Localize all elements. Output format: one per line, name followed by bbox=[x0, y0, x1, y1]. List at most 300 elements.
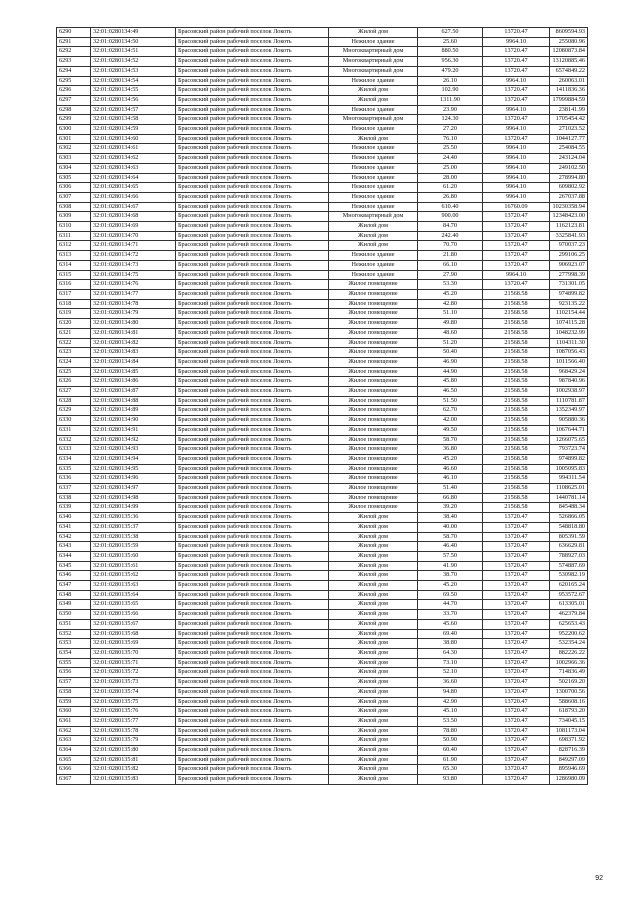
cell-row-number: 6292 bbox=[57, 47, 91, 57]
cell-address: Брасовский район рабочий поселок Локоть bbox=[176, 144, 329, 154]
table-row bbox=[57, 542, 588, 552]
table-row bbox=[57, 551, 588, 561]
cell-area: 66.80 bbox=[418, 493, 483, 503]
cell-object-type: Жилое помещение bbox=[329, 435, 418, 445]
cell-row-number: 6319 bbox=[57, 309, 91, 319]
cell-row-number: 6294 bbox=[57, 66, 91, 76]
cell-cadastral-value: 502169.20 bbox=[550, 678, 588, 688]
cell-row-number: 6311 bbox=[57, 231, 91, 241]
cell-row-number: 6302 bbox=[57, 144, 91, 154]
cell-cadastral-number: 32:01:0280134:68 bbox=[91, 212, 176, 222]
cell-row-number: 6321 bbox=[57, 328, 91, 338]
cell-cadastral-value: 8609594.93 bbox=[550, 28, 588, 38]
cell-row-number: 6306 bbox=[57, 183, 91, 193]
cell-address: Брасовский район рабочий поселок Локоть bbox=[176, 319, 329, 329]
cell-object-type: Многоквартирный дом bbox=[329, 66, 418, 76]
cell-specific-value: 13720.47 bbox=[483, 231, 550, 241]
cell-object-type: Жилое помещение bbox=[329, 396, 418, 406]
cell-row-number: 6308 bbox=[57, 202, 91, 212]
table-row bbox=[57, 571, 588, 581]
table-row bbox=[57, 513, 588, 523]
cell-address: Брасовский район рабочий поселок Локоть bbox=[176, 28, 329, 38]
cell-object-type: Многоквартирный дом bbox=[329, 47, 418, 57]
cell-row-number: 6354 bbox=[57, 649, 91, 659]
cell-area: 50.40 bbox=[418, 348, 483, 358]
cell-cadastral-number: 32:01:0280135:74 bbox=[91, 687, 176, 697]
cell-row-number: 6315 bbox=[57, 270, 91, 280]
table-row bbox=[57, 668, 588, 678]
cell-cadastral-value: 1286980.09 bbox=[550, 775, 588, 785]
table-row bbox=[57, 503, 588, 513]
cell-address: Брасовский район рабочий поселок Локоть bbox=[176, 736, 329, 746]
table-row bbox=[57, 144, 588, 154]
table-row bbox=[57, 416, 588, 426]
cell-area: 42.00 bbox=[418, 416, 483, 426]
cell-object-type: Жилой дом bbox=[329, 222, 418, 232]
cell-cadastral-number: 32:01:0280135:67 bbox=[91, 619, 176, 629]
cell-cadastral-value: 12348423.00 bbox=[550, 212, 588, 222]
cell-address: Брасовский район рабочий поселок Локоть bbox=[176, 425, 329, 435]
cell-cadastral-number: 32:01:0280134:93 bbox=[91, 445, 176, 455]
cell-specific-value: 16760.09 bbox=[483, 202, 550, 212]
cell-cadastral-number: 32:01:0280134:50 bbox=[91, 37, 176, 47]
cell-object-type: Жилое помещение bbox=[329, 484, 418, 494]
cell-object-type: Жилое помещение bbox=[329, 474, 418, 484]
table-row bbox=[57, 532, 588, 542]
cell-row-number: 6291 bbox=[57, 37, 91, 47]
cell-cadastral-value: 828716.39 bbox=[550, 746, 588, 756]
cell-cadastral-value: 895946.69 bbox=[550, 765, 588, 775]
cell-specific-value: 21568.58 bbox=[483, 396, 550, 406]
table-row bbox=[57, 241, 588, 251]
cell-address: Брасовский район рабочий поселок Локоть bbox=[176, 678, 329, 688]
cell-object-type: Жилой дом bbox=[329, 542, 418, 552]
cell-cadastral-number: 32:01:0280134:54 bbox=[91, 76, 176, 86]
cell-row-number: 6337 bbox=[57, 484, 91, 494]
cell-cadastral-value: 1104311.30 bbox=[550, 338, 588, 348]
table-row bbox=[57, 134, 588, 144]
table-row bbox=[57, 251, 588, 261]
cell-specific-value: 9964.10 bbox=[483, 125, 550, 135]
cell-cadastral-number: 32:01:0280134:98 bbox=[91, 493, 176, 503]
cell-cadastral-number: 32:01:0280135:62 bbox=[91, 571, 176, 581]
cell-cadastral-value: 970037.23 bbox=[550, 241, 588, 251]
cell-cadastral-value: 994311.54 bbox=[550, 474, 588, 484]
cell-area: 57.50 bbox=[418, 551, 483, 561]
cell-object-type: Жилое помещение bbox=[329, 328, 418, 338]
cell-specific-value: 21568.58 bbox=[483, 484, 550, 494]
cell-row-number: 6290 bbox=[57, 28, 91, 38]
cell-cadastral-number: 32:01:0280134:81 bbox=[91, 328, 176, 338]
cell-row-number: 6309 bbox=[57, 212, 91, 222]
cell-object-type: Нежилое здание bbox=[329, 154, 418, 164]
table-row bbox=[57, 222, 588, 232]
cell-specific-value: 21568.58 bbox=[483, 367, 550, 377]
cell-specific-value: 21568.58 bbox=[483, 319, 550, 329]
cell-cadastral-value: 249102.50 bbox=[550, 163, 588, 173]
cell-cadastral-number: 32:01:0280135:73 bbox=[91, 678, 176, 688]
table-row bbox=[57, 28, 588, 38]
cell-address: Брасовский район рабочий поселок Локоть bbox=[176, 251, 329, 261]
cell-cadastral-value: 278994.80 bbox=[550, 173, 588, 183]
cell-row-number: 6312 bbox=[57, 241, 91, 251]
cell-row-number: 6314 bbox=[57, 260, 91, 270]
cell-address: Брасовский район рабочий поселок Локоть bbox=[176, 474, 329, 484]
table-row bbox=[57, 57, 588, 67]
cell-area: 42.90 bbox=[418, 697, 483, 707]
cell-cadastral-number: 32:01:0280134:51 bbox=[91, 47, 176, 57]
cell-cadastral-value: 1048232.99 bbox=[550, 328, 588, 338]
cell-row-number: 6367 bbox=[57, 775, 91, 785]
cell-address: Брасовский район рабочий поселок Локоть bbox=[176, 328, 329, 338]
cell-cadastral-value: 1162123.81 bbox=[550, 222, 588, 232]
cell-cadastral-value: 574887.69 bbox=[550, 561, 588, 571]
cell-cadastral-number: 32:01:0280135:75 bbox=[91, 697, 176, 707]
table-row bbox=[57, 37, 588, 47]
cell-address: Брасовский район рабочий поселок Локоть bbox=[176, 484, 329, 494]
cell-specific-value: 13720.47 bbox=[483, 66, 550, 76]
cell-address: Брасовский район рабочий поселок Локоть bbox=[176, 532, 329, 542]
cell-row-number: 6298 bbox=[57, 105, 91, 115]
cell-cadastral-value: 548818.80 bbox=[550, 522, 588, 532]
cell-row-number: 6342 bbox=[57, 532, 91, 542]
cell-object-type: Нежилое здание bbox=[329, 251, 418, 261]
cell-object-type: Многоквартирный дом bbox=[329, 115, 418, 125]
cell-cadastral-number: 32:01:0280134:91 bbox=[91, 425, 176, 435]
cell-address: Брасовский район рабочий поселок Локоть bbox=[176, 493, 329, 503]
cell-object-type: Жилое помещение bbox=[329, 377, 418, 387]
cell-object-type: Жилое помещение bbox=[329, 338, 418, 348]
cell-area: 28.00 bbox=[418, 173, 483, 183]
cell-specific-value: 13720.47 bbox=[483, 610, 550, 620]
cell-area: 242.40 bbox=[418, 231, 483, 241]
cell-cadastral-value: 1074115.28 bbox=[550, 319, 588, 329]
table-row bbox=[57, 212, 588, 222]
cell-address: Брасовский район рабочий поселок Локоть bbox=[176, 231, 329, 241]
cell-object-type: Нежилое здание bbox=[329, 76, 418, 86]
cell-address: Брасовский район рабочий поселок Локоть bbox=[176, 707, 329, 717]
cell-row-number: 6299 bbox=[57, 115, 91, 125]
cell-area: 33.70 bbox=[418, 610, 483, 620]
cell-area: 51.20 bbox=[418, 338, 483, 348]
cell-address: Брасовский район рабочий поселок Локоть bbox=[176, 173, 329, 183]
cell-address: Брасовский район рабочий поселок Локоть bbox=[176, 183, 329, 193]
cell-area: 27.20 bbox=[418, 125, 483, 135]
table-row bbox=[57, 319, 588, 329]
cell-specific-value: 21568.58 bbox=[483, 348, 550, 358]
table-row bbox=[57, 678, 588, 688]
table-row bbox=[57, 338, 588, 348]
cell-address: Брасовский район рабочий поселок Локоть bbox=[176, 377, 329, 387]
cell-cadastral-number: 32:01:0280134:87 bbox=[91, 387, 176, 397]
cell-area: 58.70 bbox=[418, 435, 483, 445]
cell-cadastral-value: 462379.84 bbox=[550, 610, 588, 620]
cell-row-number: 6335 bbox=[57, 464, 91, 474]
cell-object-type: Жилое помещение bbox=[329, 357, 418, 367]
cell-object-type: Жилой дом bbox=[329, 716, 418, 726]
cell-area: 45.20 bbox=[418, 289, 483, 299]
cell-row-number: 6340 bbox=[57, 513, 91, 523]
cell-cadastral-value: 1108625.01 bbox=[550, 484, 588, 494]
cell-area: 49.80 bbox=[418, 319, 483, 329]
table-row bbox=[57, 658, 588, 668]
cell-specific-value: 21568.58 bbox=[483, 299, 550, 309]
cell-object-type: Жилой дом bbox=[329, 678, 418, 688]
cell-area: 78.80 bbox=[418, 726, 483, 736]
cell-area: 880.50 bbox=[418, 47, 483, 57]
cell-object-type: Многоквартирный дом bbox=[329, 212, 418, 222]
cell-cadastral-number: 32:01:0280134:65 bbox=[91, 183, 176, 193]
cell-cadastral-value: 271023.52 bbox=[550, 125, 588, 135]
cell-address: Брасовский район рабочий поселок Локоть bbox=[176, 726, 329, 736]
cell-object-type: Жилой дом bbox=[329, 600, 418, 610]
table-row bbox=[57, 309, 588, 319]
cell-object-type: Жилое помещение bbox=[329, 309, 418, 319]
cell-object-type: Нежилое здание bbox=[329, 105, 418, 115]
cell-cadastral-value: 731301.05 bbox=[550, 280, 588, 290]
table-row bbox=[57, 183, 588, 193]
cell-area: 94.80 bbox=[418, 687, 483, 697]
cell-row-number: 6349 bbox=[57, 600, 91, 610]
cell-area: 36.80 bbox=[418, 445, 483, 455]
cell-row-number: 6304 bbox=[57, 163, 91, 173]
cell-cadastral-value: 238141.99 bbox=[550, 105, 588, 115]
cell-address: Брасовский район рабочий поселок Локоть bbox=[176, 464, 329, 474]
cell-object-type: Жилой дом bbox=[329, 28, 418, 38]
cell-object-type: Жилое помещение bbox=[329, 503, 418, 513]
cell-specific-value: 13720.47 bbox=[483, 522, 550, 532]
cell-row-number: 6364 bbox=[57, 746, 91, 756]
cell-cadastral-number: 32:01:0280135:69 bbox=[91, 639, 176, 649]
cell-address: Брасовский район рабочий поселок Локоть bbox=[176, 260, 329, 270]
cell-cadastral-value: 1044127.77 bbox=[550, 134, 588, 144]
cell-row-number: 6343 bbox=[57, 542, 91, 552]
cell-object-type: Жилой дом bbox=[329, 86, 418, 96]
cell-cadastral-value: 1266075.65 bbox=[550, 435, 588, 445]
cell-area: 45.80 bbox=[418, 377, 483, 387]
cell-specific-value: 13720.47 bbox=[483, 280, 550, 290]
cell-address: Брасовский район рабочий поселок Локоть bbox=[176, 299, 329, 309]
cell-cadastral-number: 32:01:0280134:60 bbox=[91, 134, 176, 144]
cell-specific-value: 13720.47 bbox=[483, 746, 550, 756]
table-row bbox=[57, 202, 588, 212]
cell-address: Брасовский район рабочий поселок Локоть bbox=[176, 590, 329, 600]
cell-area: 62.70 bbox=[418, 406, 483, 416]
cell-row-number: 6356 bbox=[57, 668, 91, 678]
cell-row-number: 6305 bbox=[57, 173, 91, 183]
cell-object-type: Жилой дом bbox=[329, 755, 418, 765]
cell-area: 23.90 bbox=[418, 105, 483, 115]
cell-row-number: 6336 bbox=[57, 474, 91, 484]
cell-specific-value: 21568.58 bbox=[483, 425, 550, 435]
table-row bbox=[57, 86, 588, 96]
cell-row-number: 6352 bbox=[57, 629, 91, 639]
cell-row-number: 6300 bbox=[57, 125, 91, 135]
table-row bbox=[57, 231, 588, 241]
cell-cadastral-number: 32:01:0280134:89 bbox=[91, 406, 176, 416]
table-row bbox=[57, 357, 588, 367]
table-row bbox=[57, 328, 588, 338]
cell-area: 46.60 bbox=[418, 464, 483, 474]
cell-specific-value: 13720.47 bbox=[483, 513, 550, 523]
cell-cadastral-value: 987840.96 bbox=[550, 377, 588, 387]
cell-cadastral-value: 1705454.42 bbox=[550, 115, 588, 125]
table-row bbox=[57, 629, 588, 639]
cell-object-type: Жилой дом bbox=[329, 231, 418, 241]
cell-address: Брасовский район рабочий поселок Локоть bbox=[176, 571, 329, 581]
table-row bbox=[57, 755, 588, 765]
cell-specific-value: 21568.58 bbox=[483, 493, 550, 503]
cell-row-number: 6346 bbox=[57, 571, 91, 581]
cell-specific-value: 21568.58 bbox=[483, 464, 550, 474]
cell-cadastral-number: 32:01:0280134:64 bbox=[91, 173, 176, 183]
cell-object-type: Жилой дом bbox=[329, 134, 418, 144]
cell-specific-value: 13720.47 bbox=[483, 86, 550, 96]
cell-specific-value: 9964.10 bbox=[483, 163, 550, 173]
cell-cadastral-value: 1440781.14 bbox=[550, 493, 588, 503]
cell-row-number: 6317 bbox=[57, 289, 91, 299]
table-row bbox=[57, 716, 588, 726]
cell-object-type: Жилой дом bbox=[329, 707, 418, 717]
cell-cadastral-value: 254084.55 bbox=[550, 144, 588, 154]
cell-cadastral-value: 1081173.04 bbox=[550, 726, 588, 736]
cell-area: 46.90 bbox=[418, 357, 483, 367]
cell-row-number: 6360 bbox=[57, 707, 91, 717]
cell-specific-value: 21568.58 bbox=[483, 309, 550, 319]
table-row bbox=[57, 493, 588, 503]
cell-cadastral-number: 32:01:0280135:78 bbox=[91, 726, 176, 736]
cell-row-number: 6353 bbox=[57, 639, 91, 649]
cell-specific-value: 13720.47 bbox=[483, 775, 550, 785]
table-row bbox=[57, 260, 588, 270]
cell-address: Брасовский район рабочий поселок Локоть bbox=[176, 581, 329, 591]
cell-area: 479.20 bbox=[418, 66, 483, 76]
table-row bbox=[57, 115, 588, 125]
table-row bbox=[57, 289, 588, 299]
cell-specific-value: 21568.58 bbox=[483, 503, 550, 513]
cell-specific-value: 13720.47 bbox=[483, 649, 550, 659]
cell-address: Брасовский район рабочий поселок Локоть bbox=[176, 697, 329, 707]
cell-cadastral-value: 1102154.44 bbox=[550, 309, 588, 319]
cell-row-number: 6326 bbox=[57, 377, 91, 387]
cell-row-number: 6350 bbox=[57, 610, 91, 620]
cell-cadastral-number: 32:01:0280134:66 bbox=[91, 192, 176, 202]
cell-address: Брасовский район рабочий поселок Локоть bbox=[176, 338, 329, 348]
cell-cadastral-number: 32:01:0280134:58 bbox=[91, 115, 176, 125]
cell-cadastral-value: 17999884.59 bbox=[550, 95, 588, 105]
cell-address: Брасовский район рабочий поселок Локоть bbox=[176, 551, 329, 561]
cell-cadastral-value: 13120885.46 bbox=[550, 57, 588, 67]
cell-cadastral-value: 1352349.97 bbox=[550, 406, 588, 416]
cell-object-type: Жилой дом bbox=[329, 726, 418, 736]
cell-object-type: Нежилое здание bbox=[329, 270, 418, 280]
cell-row-number: 6366 bbox=[57, 765, 91, 775]
cell-cadastral-number: 32:01:0280135:70 bbox=[91, 649, 176, 659]
cell-specific-value: 21568.58 bbox=[483, 435, 550, 445]
cell-specific-value: 13720.47 bbox=[483, 736, 550, 746]
table-row bbox=[57, 765, 588, 775]
cell-cadastral-number: 32:01:0280134:75 bbox=[91, 270, 176, 280]
cell-area: 38.40 bbox=[418, 513, 483, 523]
table-row bbox=[57, 377, 588, 387]
cell-specific-value: 13720.47 bbox=[483, 95, 550, 105]
cell-cadastral-number: 32:01:0280134:69 bbox=[91, 222, 176, 232]
cell-object-type: Многоквартирный дом bbox=[329, 57, 418, 67]
cell-specific-value: 13720.47 bbox=[483, 542, 550, 552]
cell-specific-value: 13720.47 bbox=[483, 551, 550, 561]
cell-area: 25.60 bbox=[418, 37, 483, 47]
cell-address: Брасовский район рабочий поселок Локоть bbox=[176, 367, 329, 377]
cell-area: 25.50 bbox=[418, 144, 483, 154]
cell-address: Брасовский район рабочий поселок Локоть bbox=[176, 202, 329, 212]
cell-object-type: Жилой дом bbox=[329, 775, 418, 785]
cell-specific-value: 21568.58 bbox=[483, 454, 550, 464]
cell-area: 84.70 bbox=[418, 222, 483, 232]
table-row bbox=[57, 270, 588, 280]
cell-row-number: 6327 bbox=[57, 387, 91, 397]
cell-cadastral-value: 845488.34 bbox=[550, 503, 588, 513]
cell-row-number: 6334 bbox=[57, 454, 91, 464]
cell-address: Брасовский район рабочий поселок Локоть bbox=[176, 755, 329, 765]
cell-cadastral-value: 1067644.71 bbox=[550, 425, 588, 435]
cell-specific-value: 13720.47 bbox=[483, 571, 550, 581]
cell-row-number: 6357 bbox=[57, 678, 91, 688]
cell-specific-value: 13720.47 bbox=[483, 561, 550, 571]
cell-cadastral-value: 620165.24 bbox=[550, 581, 588, 591]
cell-object-type: Жилое помещение bbox=[329, 493, 418, 503]
cell-cadastral-number: 32:01:0280135:61 bbox=[91, 561, 176, 571]
cell-object-type: Жилой дом bbox=[329, 551, 418, 561]
cell-specific-value: 13720.47 bbox=[483, 619, 550, 629]
cell-cadastral-value: 974899.82 bbox=[550, 289, 588, 299]
cell-specific-value: 13720.47 bbox=[483, 260, 550, 270]
table-row bbox=[57, 154, 588, 164]
cell-area: 46.10 bbox=[418, 474, 483, 484]
table-row bbox=[57, 47, 588, 57]
cell-address: Брасовский район рабочий поселок Локоть bbox=[176, 76, 329, 86]
cell-address: Брасовский район рабочий поселок Локоть bbox=[176, 86, 329, 96]
cell-cadastral-number: 32:01:0280135:36 bbox=[91, 513, 176, 523]
cell-specific-value: 13720.47 bbox=[483, 28, 550, 38]
cell-address: Брасовский район рабочий поселок Локоть bbox=[176, 610, 329, 620]
cell-area: 50.90 bbox=[418, 736, 483, 746]
cell-row-number: 6348 bbox=[57, 590, 91, 600]
cell-object-type: Жилое помещение bbox=[329, 445, 418, 455]
cell-address: Брасовский район рабочий поселок Локоть bbox=[176, 47, 329, 57]
cell-row-number: 6345 bbox=[57, 561, 91, 571]
cell-address: Брасовский район рабочий поселок Локоть bbox=[176, 125, 329, 135]
cell-row-number: 6295 bbox=[57, 76, 91, 86]
cell-address: Брасовский район рабочий поселок Локоть bbox=[176, 629, 329, 639]
page-number: 92 bbox=[595, 875, 603, 882]
cell-object-type: Жилое помещение bbox=[329, 387, 418, 397]
cell-specific-value: 13720.47 bbox=[483, 212, 550, 222]
cell-object-type: Жилое помещение bbox=[329, 289, 418, 299]
cell-row-number: 6329 bbox=[57, 406, 91, 416]
cell-object-type: Жилое помещение bbox=[329, 367, 418, 377]
cell-specific-value: 13720.47 bbox=[483, 532, 550, 542]
cell-area: 69.50 bbox=[418, 590, 483, 600]
cell-specific-value: 13720.47 bbox=[483, 658, 550, 668]
cell-cadastral-number: 32:01:0280135:77 bbox=[91, 716, 176, 726]
cell-cadastral-value: 613305.01 bbox=[550, 600, 588, 610]
cell-row-number: 6322 bbox=[57, 338, 91, 348]
table-row bbox=[57, 775, 588, 785]
cell-area: 26.80 bbox=[418, 192, 483, 202]
cell-cadastral-number: 32:01:0280134:55 bbox=[91, 86, 176, 96]
cell-row-number: 6320 bbox=[57, 319, 91, 329]
cell-object-type: Жилой дом bbox=[329, 629, 418, 639]
